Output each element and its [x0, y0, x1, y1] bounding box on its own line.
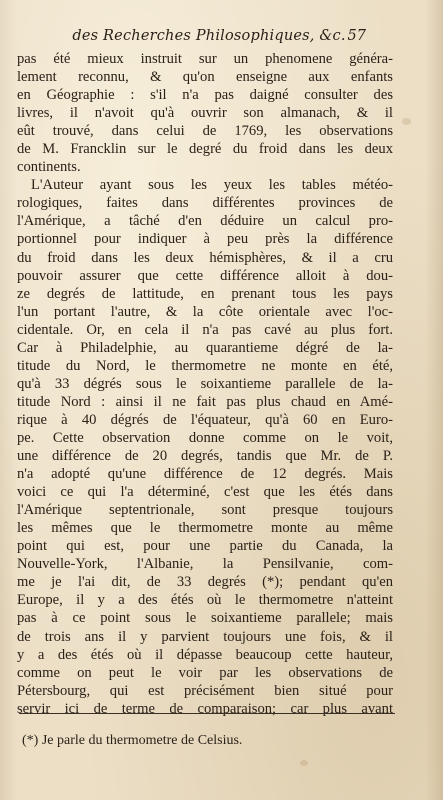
text-line: servir ici de terme de comparaison; car plus avant	[17, 700, 393, 717]
text-line: Europe, il y a des étés où le thermometre n'atteint	[17, 592, 393, 609]
text-line: livres, il n'avoit qu'à ouvrir son almanach, & il	[17, 105, 393, 122]
text-line: y a des étés où il dépasse beaucoup cette hauteur,	[17, 646, 393, 663]
text-line: les mêmes que le thermometre monte au même	[17, 520, 393, 537]
text-line: du froid dans les deux hémisphères, & il a cru	[17, 249, 393, 266]
text-line: point qui est, pour une partie du Canada, la	[17, 538, 393, 555]
text-line: ze degrés de lattitude, en prenant tous les pays	[17, 285, 393, 302]
text-line: pas été mieux instruit sur un phenomene généra-	[17, 51, 393, 67]
running-title: des Recherches Philosophiques, &c.	[72, 28, 346, 44]
footnote: (*) Je parle du thermometre de Celsius.	[22, 733, 243, 748]
text-line: Nouvelle-York, l'Albanie, la Pensilvanie, com-	[17, 556, 393, 573]
text-line: Car à Philadelphie, au quarantieme dégré de la-	[17, 339, 393, 356]
text-line: voici ce qui l'a déterminé, c'est que les étés dans	[17, 484, 393, 501]
text-line: lement reconnu, & qu'on enseigne aux enfants	[17, 69, 393, 86]
text-line: l'Amérique, a tâché d'en déduire un calcul pro-	[17, 213, 393, 230]
text-line: de M. Francklin sur le degré du froid dans les deux	[17, 141, 393, 158]
text-line: n'a adopté qu'une différence de 12 degrés. Mais	[17, 466, 393, 483]
text-line: continents.	[17, 159, 81, 176]
footnote-divider	[19, 713, 395, 714]
text-line: L'Auteur ayant sous les yeux les tables météo-	[31, 177, 393, 194]
page-number: 57	[347, 28, 366, 44]
text-line: titude Nord : ainsi il ne fait pas plus chaud en Amé-	[17, 393, 393, 410]
text-line: eût trouvé, dans celui de 1769, les observations	[17, 123, 393, 140]
text-line: portionnel pour indiquer à peu près la différence	[17, 231, 393, 248]
paper-stain	[402, 118, 411, 125]
text-line: rologiques, faites dans différentes provinces de	[17, 195, 393, 212]
text-line: comme on peut le voir par les observations de	[17, 664, 393, 681]
text-line: une différence de 20 degrés, tandis que Mr. de P.	[17, 448, 393, 465]
text-line: rique à 40 dégrés de l'équateur, qu'à 60 en Euro-	[17, 411, 393, 428]
text-line: l'un portant l'autre, & la côte orientale avec l'oc-	[17, 303, 393, 320]
text-line: pouvoir assurer que cette différence alloit à dou-	[17, 267, 393, 284]
text-line: qu'à 33 dégrés sous le soixantieme parallele de la-	[17, 375, 393, 392]
paper-stain	[300, 760, 308, 766]
text-line: en Géographie : s'il n'a pas daigné consulter des	[17, 87, 393, 104]
body-text	[17, 50, 393, 718]
text-line: de trois ans il y parvient toujours une fois, & il	[17, 628, 393, 645]
text-line: cidentale. Or, en cela il n'a pas cavé au plus fort.	[17, 321, 393, 338]
text-line: pe. Cette observation donne comme on le voit,	[17, 429, 393, 446]
text-line: pas à ce point sous le soixantieme parallele; mais	[17, 610, 393, 627]
text-line: Pétersbourg, qui est précisément bien situé pour	[17, 682, 393, 699]
text-line: titude du Nord, le thermometre ne monte en été,	[17, 357, 393, 374]
text-line: l'Amérique septentrionale, sont presque toujours	[17, 502, 393, 519]
text-line: me je l'ai dit, de 33 degrés (*); pendant qu'en	[17, 574, 393, 591]
